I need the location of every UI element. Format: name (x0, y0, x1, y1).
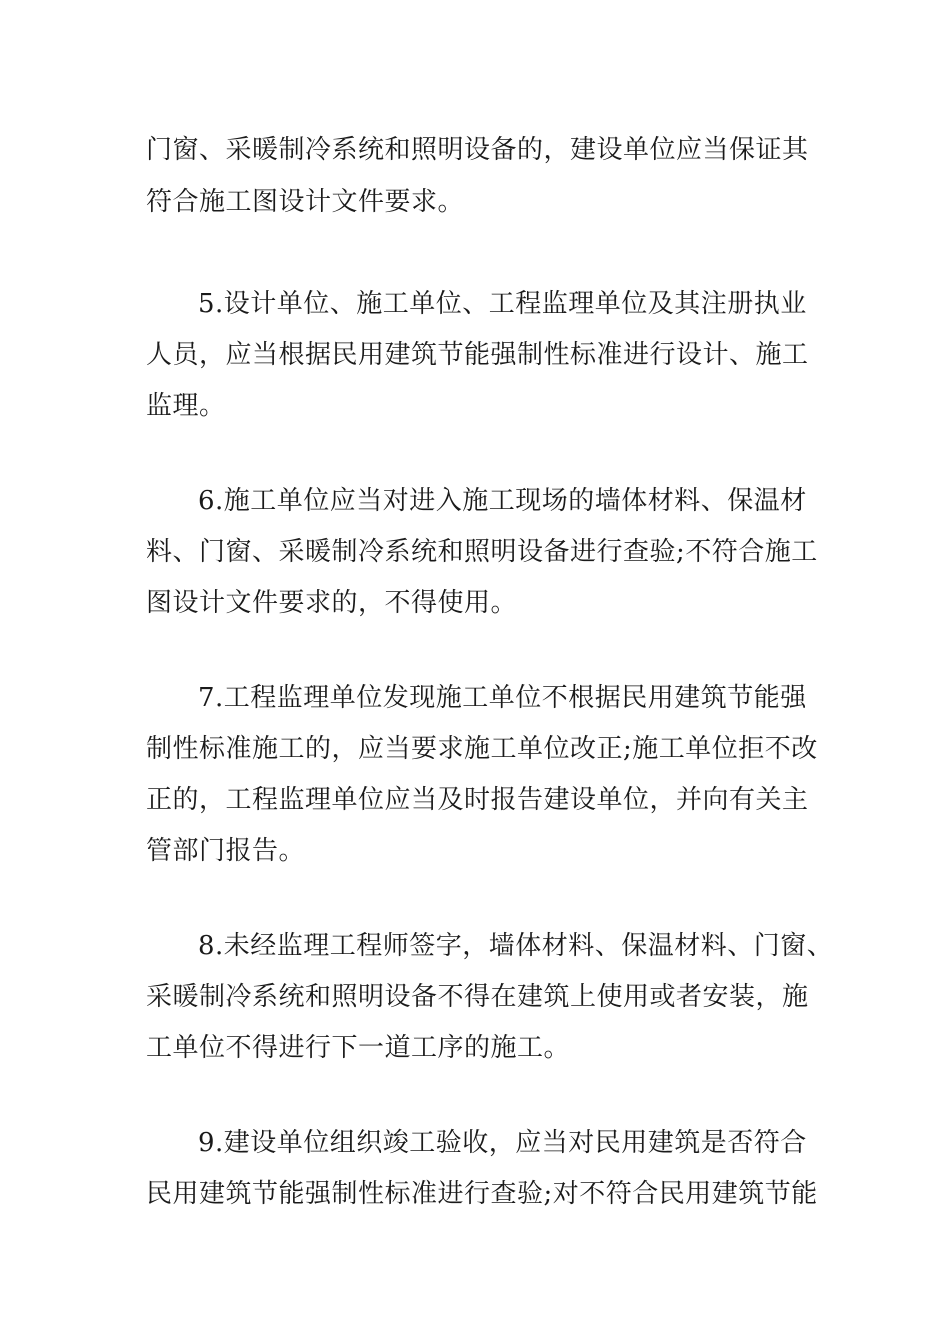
paragraph-5-first-line: 5.设计单位、施工单位、工程监理单位及其注册执业 (198, 289, 807, 319)
paragraph-9-first-line: 9.建设单位组织竣工验收，应当对民用建筑是否符合 (198, 1128, 807, 1158)
text-line: 门窗、采暖制冷系统和照明设备的，建设单位应当保证其 (146, 135, 809, 165)
paragraph-7-first-line: 7.工程监理单位发现施工单位不根据民用建筑节能强 (198, 683, 807, 713)
text-line: 正的，工程监理单位应当及时报告建设单位，并向有关主 (146, 785, 809, 815)
text-line: 监理。 (146, 391, 226, 421)
paragraph-8-first-line: 8.未经监理工程师签字，墙体材料、保温材料、门窗、 (198, 931, 834, 961)
paragraph-6-first-line: 6.施工单位应当对进入施工现场的墙体材料、保温材 (198, 486, 807, 516)
text-line: 符合施工图设计文件要求。 (146, 187, 465, 217)
text-line: 料、门窗、采暖制冷系统和照明设备进行查验;不符合施工 (146, 537, 818, 567)
text-line: 图设计文件要求的，不得使用。 (146, 588, 518, 618)
text-line: 人员，应当根据民用建筑节能强制性标准进行设计、施工 (146, 340, 809, 370)
text-line: 管部门报告。 (146, 836, 306, 866)
text-line: 采暖制冷系统和照明设备不得在建筑上使用或者安装，施 (146, 982, 809, 1012)
text-line: 工单位不得进行下一道工序的施工。 (146, 1033, 571, 1063)
text-line: 民用建筑节能强制性标准进行查验;对不符合民用建筑节能 (146, 1179, 818, 1209)
text-line: 制性标准施工的，应当要求施工单位改正;施工单位拒不改 (146, 734, 818, 764)
